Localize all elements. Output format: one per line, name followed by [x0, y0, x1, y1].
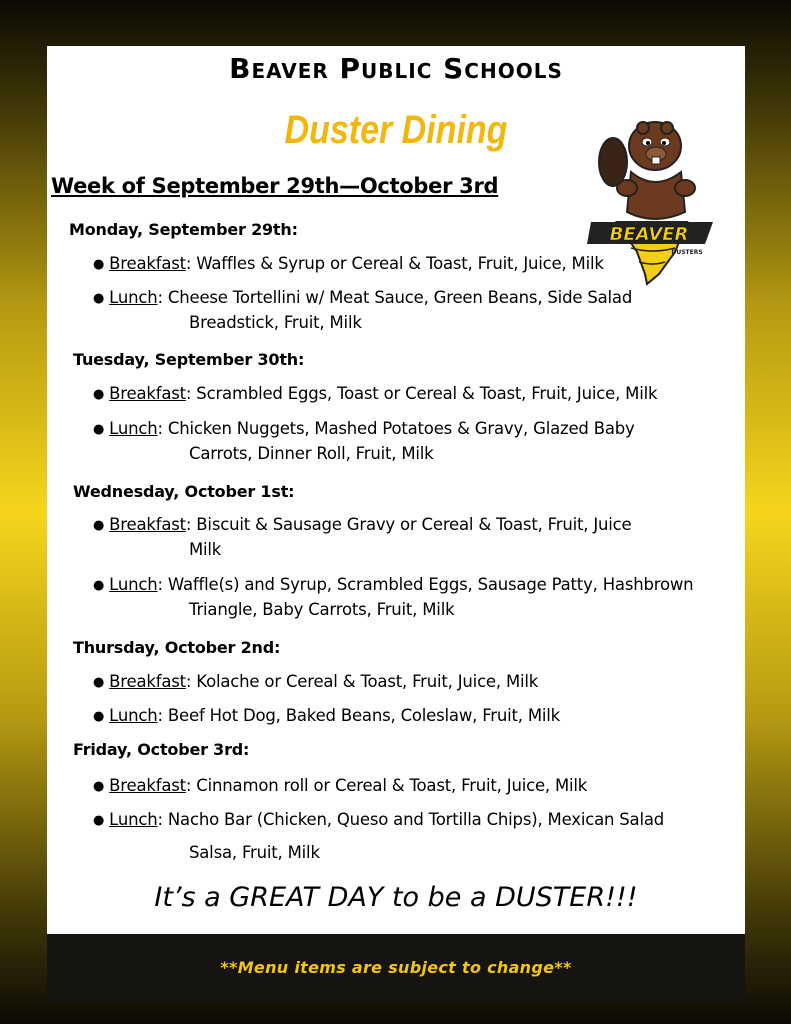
day-heading-monday: Monday, September 29th: [69, 220, 298, 239]
meal-tuesday-lunch [93, 419, 635, 463]
meal-items: : Waffle(s) and Syrup, Scrambled Eggs, Sausage Patty, Hashbrown [157, 575, 694, 594]
meal-thursday-breakfast [93, 672, 538, 691]
bullet-icon: ● [93, 291, 105, 306]
menu-sheet [47, 46, 745, 1002]
footer-bar [47, 934, 745, 1002]
bullet-icon: ● [93, 779, 105, 794]
bullet-icon: ● [93, 578, 105, 593]
meal-items-continued: Salsa, Fruit, Milk [189, 843, 320, 862]
meal-label: Lunch [109, 419, 158, 438]
meal-label: Lunch [109, 575, 158, 594]
meal-items: : Chicken Nuggets, Mashed Potatoes & Gravy, Glazed Baby [157, 419, 635, 438]
meal-wednesday-breakfast [93, 515, 632, 559]
meal-items: : Biscuit & Sausage Gravy or Cereal & Toast, Fruit, Juice [185, 515, 632, 534]
bullet-icon: ● [93, 387, 105, 402]
meal-items-continued: Milk [189, 540, 222, 559]
meal-items-continued: Triangle, Baby Carrots, Fruit, Milk [189, 600, 455, 619]
slogan: It’s a GREAT DAY to be a DUSTER!!! [154, 882, 638, 913]
logo-subtext: DUSTERS [671, 249, 703, 256]
meal-items: : Nacho Bar (Chicken, Queso and Tortilla Chips), Mexican Salad [157, 810, 665, 829]
meal-wednesday-lunch [93, 575, 693, 619]
meal-label: Lunch [109, 288, 158, 307]
program-title: Duster Dining [284, 108, 508, 152]
bullet-icon: ● [93, 518, 105, 533]
bullet-icon: ● [93, 709, 105, 724]
meal-label: Breakfast [109, 672, 186, 691]
day-heading-friday: Friday, October 3rd: [73, 740, 250, 759]
meal-items: : Cinnamon roll or Cereal & Toast, Fruit, Juice, Milk [185, 776, 588, 795]
school-title: Beaver Public Schools [229, 52, 563, 85]
meal-label: Breakfast [109, 776, 186, 795]
bullet-icon: ● [93, 675, 105, 690]
meal-friday-lunch [93, 810, 664, 862]
beaver-mascot-logo [587, 102, 717, 292]
footer-note: **Menu items are subject to change** [220, 958, 572, 977]
meal-items: : Cheese Tortellini w/ Meat Sauce, Green Beans, Side Salad [157, 288, 633, 307]
meal-monday-lunch [93, 288, 632, 332]
meal-monday-breakfast [93, 254, 604, 273]
meal-friday-breakfast [93, 776, 587, 795]
bullet-icon: ● [93, 422, 105, 437]
bullet-icon: ● [93, 813, 105, 828]
meal-items: : Waffles & Syrup or Cereal & Toast, Fruit, Juice, Milk [185, 254, 604, 273]
meal-thursday-lunch [93, 706, 560, 725]
week-title: Week of September 29th—October 3rd [51, 174, 499, 198]
day-heading-wednesday: Wednesday, October 1st: [73, 482, 295, 501]
meal-label: Breakfast [109, 384, 186, 403]
meal-items-continued: Carrots, Dinner Roll, Fruit, Milk [189, 444, 434, 463]
bullet-icon: ● [93, 257, 105, 272]
meal-items-continued: Breadstick, Fruit, Milk [189, 313, 362, 332]
meal-tuesday-breakfast [93, 384, 657, 403]
meal-items: : Scrambled Eggs, Toast or Cereal & Toast, Fruit, Juice, Milk [185, 384, 658, 403]
meal-items: : Beef Hot Dog, Baked Beans, Coleslaw, Fruit, Milk [157, 706, 561, 725]
meal-label: Lunch [109, 810, 158, 829]
meal-label: Breakfast [109, 515, 186, 534]
day-heading-tuesday: Tuesday, September 30th: [73, 350, 305, 369]
meal-items: : Kolache or Cereal & Toast, Fruit, Juice, Milk [185, 672, 539, 691]
meal-label: Breakfast [109, 254, 186, 273]
meal-label: Lunch [109, 706, 158, 725]
logo-text: BEAVER [609, 224, 689, 245]
day-heading-thursday: Thursday, October 2nd: [73, 638, 281, 657]
